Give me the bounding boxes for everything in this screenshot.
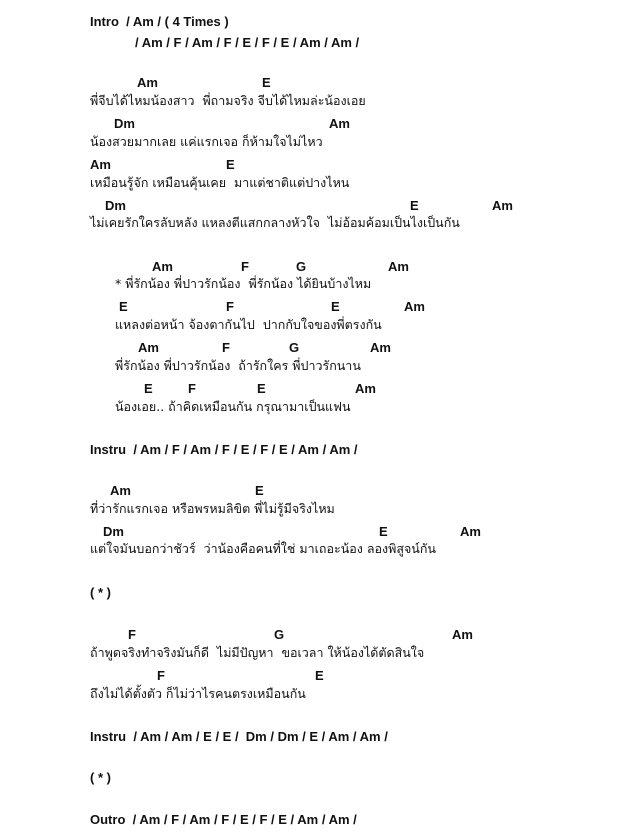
chord: Am [452, 627, 473, 642]
chord: E [379, 524, 388, 539]
lyric-line: ถ้าพูดจริงทำจริงมันก็ดี ไม่มีปัญหา ขอเวลา ให้น้องได้ตัดสินใจ [90, 645, 425, 660]
intro-progression: / Am / F / Am / F / E / F / E / Am / Am / [135, 35, 360, 50]
chord: G [274, 627, 285, 642]
chord: Dm [105, 198, 126, 213]
lyric-line: พี่จีบได้ไหมน้องสาว พี่ถามจริง จีบได้ไหมล่ะน้องเอย [90, 93, 366, 108]
chord: Am [404, 299, 425, 314]
chord: E [262, 75, 271, 90]
chord: F [226, 299, 234, 314]
lyric-line: แต่ใจมันบอกว่าชัวร์ ว่าน้องคือคนที่ใช่ มาเถอะน้อง ลองพิสูจน์กัน [90, 541, 436, 556]
chord: E [144, 381, 153, 396]
intro-line: Intro / Am / ( 4 Times ) [90, 14, 229, 29]
lyric-line: แหลงต่อหน้า จ้องตากันไป ปากกับใจของพี่ตรงกัน [115, 317, 382, 332]
repeat-chorus-marker: ( * ) [90, 770, 111, 785]
instrumental-line: Instru / Am / F / Am / F / E / F / E / Am / Am / [90, 442, 358, 457]
chord: F [222, 340, 230, 355]
lyric-line: ไม่เคยรักใครลับหลัง แหลงตีแสกกลางหัวใจ ไม่อ้อมค้อมเป็นไงเป็นกัน [90, 215, 460, 230]
chord: Am [110, 483, 131, 498]
chord: Am [329, 116, 350, 131]
chord: F [128, 627, 136, 642]
lyric-line: ที่ว่ารักแรกเจอ หรือพรหมลิขิต พี่ไม่รู้มีจริงไหม [90, 501, 335, 516]
chord: Am [370, 340, 391, 355]
chord: Dm [103, 524, 124, 539]
instrumental-line: Instru / Am / Am / E / E / Dm / Dm / E / Am / Am / [90, 729, 388, 744]
lyric-line: น้องสวยมากเลย แค่แรกเจอ ก็ห้ามใจไม่ไหว [90, 134, 323, 149]
chord: Am [138, 340, 159, 355]
chord: E [331, 299, 340, 314]
chord: Am [460, 524, 481, 539]
lyric-line: พี่รักน้อง พี่ปาวรักน้อง ถ้ารักใคร พี่ปาวรักนาน [115, 358, 361, 373]
chord: F [241, 259, 249, 274]
chord: Am [137, 75, 158, 90]
chord: Am [388, 259, 409, 274]
chord: E [255, 483, 264, 498]
lyric-line: * พี่รักน้อง พี่ปาวรักน้อง พี่รักน้อง ได้ยินบ้างไหม [115, 276, 372, 291]
lyric-line: น้องเอย.. ถ้าคิดเหมือนกัน กรุณามาเป็นแฟน [115, 399, 351, 414]
chord: E [257, 381, 266, 396]
chord: E [226, 157, 235, 172]
chord: Am [152, 259, 173, 274]
chord: F [188, 381, 196, 396]
lyric-line: ถึงไม่ได้ตั้งตัว ก็ไม่ว่าไรคนตรงเหมือนกัน [90, 686, 306, 701]
lyric-line: เหมือนรู้จัก เหมือนคุ้นเคย มาแต่ชาติแต่ปางไหน [90, 175, 350, 190]
chord: G [296, 259, 307, 274]
chord: Am [492, 198, 513, 213]
chord: G [289, 340, 300, 355]
chord: Am [90, 157, 111, 172]
chord: E [119, 299, 128, 314]
outro-line: Outro / Am / F / Am / F / E / F / E / Am / Am / [90, 812, 357, 827]
chord: F [157, 668, 165, 683]
chord: E [315, 668, 324, 683]
chord: Dm [114, 116, 135, 131]
chord: Am [355, 381, 376, 396]
repeat-chorus-marker: ( * ) [90, 585, 111, 600]
chord: E [410, 198, 419, 213]
